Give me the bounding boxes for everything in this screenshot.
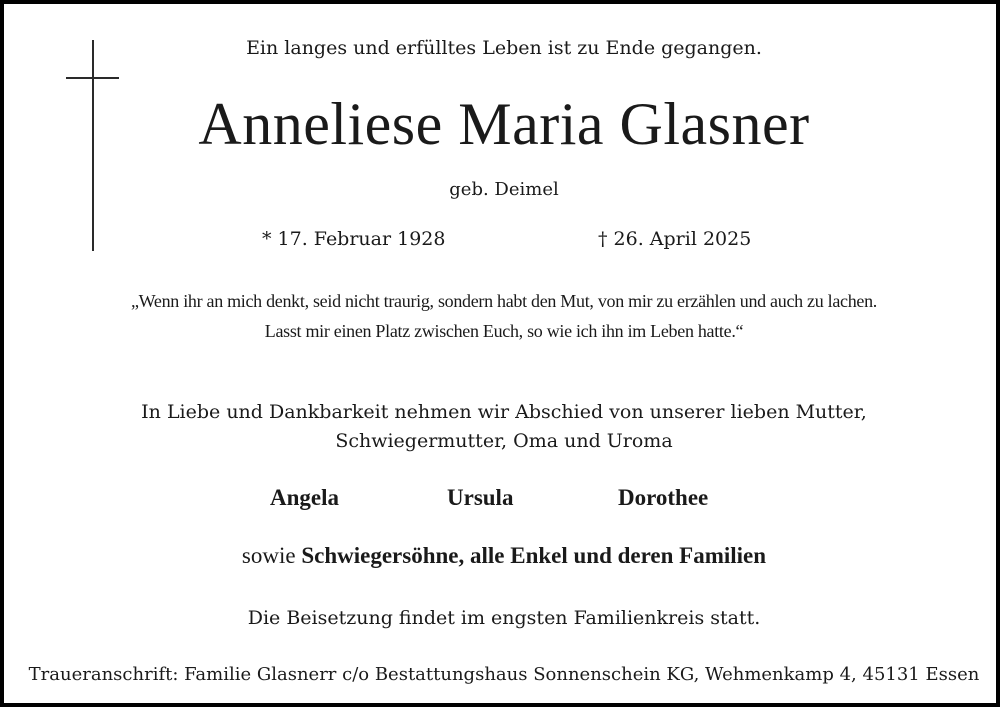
relatives-names: Schwiegersöhne, alle Enkel und deren Familien xyxy=(301,543,767,568)
relatives-prefix: sowie xyxy=(241,543,296,568)
quote-line-2: Lasst mir einen Platz zwischen Euch, so wie ich ihn im Leben hatte.“ xyxy=(264,321,744,341)
mourner-name: Ursula xyxy=(447,485,514,510)
death-date: † 26. April 2025 xyxy=(598,228,752,250)
deceased-name: Anneliese Maria Glasner xyxy=(198,91,810,157)
birth-date: * 17. Februar 1928 xyxy=(262,228,446,250)
mourner-name: Angela xyxy=(270,485,339,510)
quote-line-1: „Wenn ihr an mich denkt, seid nicht traurig, sondern habt den Mut, von mir zu erzählen und auch zu lachen. xyxy=(130,291,877,311)
maiden-name: geb. Deimel xyxy=(449,179,559,200)
farewell-line-1: In Liebe und Dankbarkeit nehmen wir Abschied von unserer lieben Mutter, xyxy=(141,401,867,423)
burial-note: Die Beisetzung findet im engsten Familienkreis statt. xyxy=(247,607,761,629)
relatives-line xyxy=(4,543,1000,569)
farewell-line-2: Schwiegermutter, Oma und Uroma xyxy=(335,430,673,452)
intro-line: Ein langes und erfülltes Leben ist zu Ende gegangen. xyxy=(246,37,762,59)
mourner-name: Dorothee xyxy=(618,485,709,510)
mourning-address: Traueranschrift: Familie Glasnerr c/o Bestattungshaus Sonnenschein KG, Wehmenkamp 4, 45131 Essen xyxy=(28,664,980,685)
cross-icon-bar xyxy=(66,77,119,79)
